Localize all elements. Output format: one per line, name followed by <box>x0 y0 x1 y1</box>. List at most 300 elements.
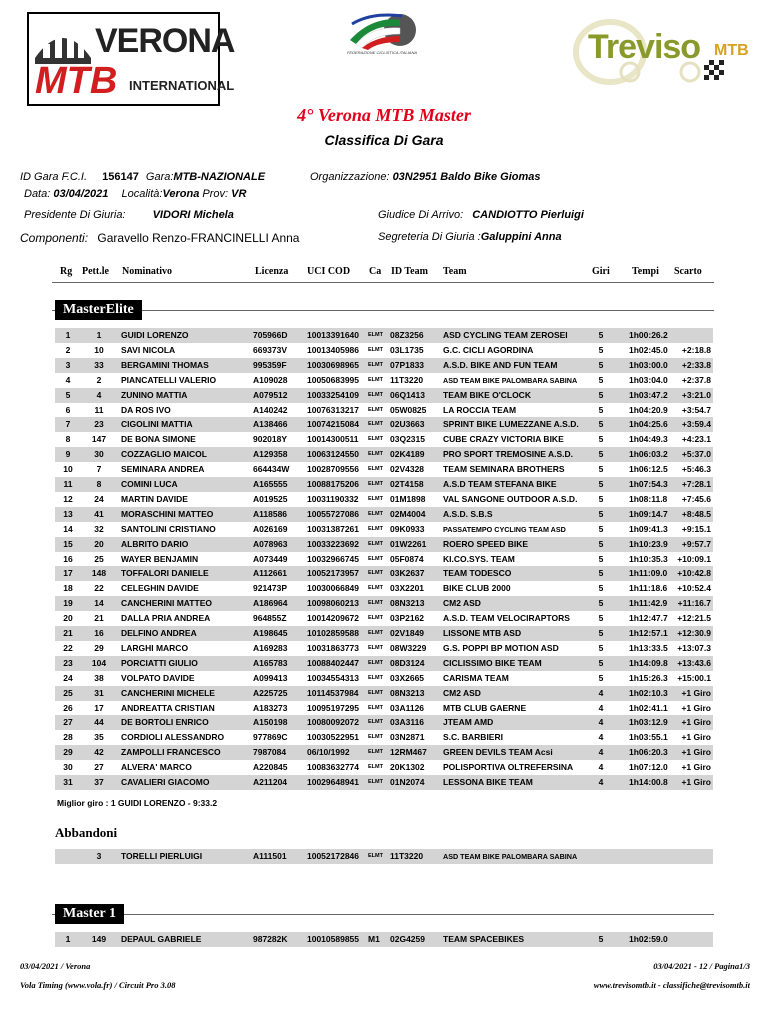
cell-laps: 5 <box>598 672 604 683</box>
cell-team: S.C. BARBIERI <box>443 732 503 743</box>
cell-bib: 25 <box>94 553 104 564</box>
prov-label: Prov: <box>202 188 229 200</box>
id-gara-label: ID Gara F.C.I. <box>20 171 88 183</box>
table-row <box>55 596 713 611</box>
table-row <box>55 477 713 492</box>
cell-gap: +7:45.6 <box>681 493 711 504</box>
section-title-abbandoni: Abbandoni <box>55 825 118 840</box>
cell-laps: 5 <box>598 464 604 475</box>
cell-time: 1h09:41.3 <box>629 523 668 534</box>
table-row <box>55 849 713 864</box>
table-row <box>55 566 713 581</box>
col-header-nominativo: Nominativo <box>122 266 172 277</box>
cell-category: ELMT <box>368 659 383 666</box>
cell-category: ELMT <box>368 644 383 651</box>
table-row <box>55 641 713 656</box>
cell-time: 1h02:41.1 <box>629 702 668 713</box>
organizzazione-value: 03N2951 Baldo Bike Giomas <box>392 171 541 183</box>
cell-license: A150198 <box>253 717 288 728</box>
cell-gap: +2:33.8 <box>681 359 711 370</box>
cell-name: WAYER BENJAMIN <box>121 553 199 564</box>
cell-uci-code: 10031863773 <box>307 642 360 653</box>
cell-time: 1h10:35.3 <box>629 553 668 564</box>
cell-name: MARTIN DAVIDE <box>121 493 188 504</box>
cell-category: ELMT <box>368 540 383 547</box>
page-subtitle: Classifica Di Gara <box>324 132 444 148</box>
cell-name: SANTOLINI CRISTIANO <box>121 523 216 534</box>
cell-team-id: 03K2637 <box>390 568 425 579</box>
cell-laps: 4 <box>598 762 604 773</box>
cell-laps: 4 <box>598 717 604 728</box>
cell-team: CUBE CRAZY VICTORIA BIKE <box>443 434 564 445</box>
cell-license: A225725 <box>253 687 288 698</box>
cell-name: CAVALIERI GIACOMO <box>121 777 210 787</box>
col-header-idteam: ID Team <box>391 266 428 277</box>
cell-category: ELMT <box>368 525 383 532</box>
treviso-mtb-word: MTB <box>714 42 749 59</box>
cell-category: ELMT <box>368 436 383 443</box>
cell-rank: 13 <box>63 508 73 519</box>
cell-team: A.S.D TEAM STEFANA BIKE <box>443 479 557 489</box>
segreteria-value: Galuppini Anna <box>480 231 562 243</box>
cell-laps: 4 <box>598 777 604 787</box>
table-row <box>55 373 713 388</box>
cell-uci-code: 10034554313 <box>307 672 360 683</box>
cell-name: BERGAMINI THOMAS <box>121 359 209 370</box>
cell-team: ASD TEAM BIKE PALOMBARA SABINA <box>443 375 578 385</box>
cell-time: 1h13:33.5 <box>629 642 668 653</box>
cell-team: A.S.D. BIKE AND FUN TEAM <box>443 359 558 370</box>
cell-category: ELMT <box>368 719 383 726</box>
cell-team: GREEN DEVILS TEAM Acsi <box>443 747 553 758</box>
cell-name: CELEGHIN DAVIDE <box>121 583 199 594</box>
cell-time: 1h06:12.5 <box>629 464 668 475</box>
cell-name: PIANCATELLI VALERIO <box>121 374 217 385</box>
cell-time: 1h11:42.9 <box>629 598 668 609</box>
cell-rank: 15 <box>63 538 73 549</box>
cell-bib: 21 <box>94 613 104 624</box>
cell-category: ELMT <box>368 376 383 383</box>
cell-gap: +1 Giro <box>681 747 711 758</box>
id-gara-value: 156147 <box>102 171 139 183</box>
cell-team: LA ROCCIA TEAM <box>443 404 517 415</box>
cell-bib: 22 <box>94 583 104 594</box>
cell-bib: 10 <box>94 344 104 355</box>
cell-rank: 23 <box>63 657 73 668</box>
table-row <box>55 730 713 745</box>
cell-license: A112661 <box>253 568 288 579</box>
page-title: 4° Verona MTB Master <box>297 105 471 125</box>
cell-license: A140242 <box>253 404 288 415</box>
cell-name: CIGOLINI MATTIA <box>121 419 193 430</box>
cell-team: CICLISSIMO BIKE TEAM <box>443 657 542 668</box>
mtb-logo-word: MTB <box>35 60 118 102</box>
cell-team: CM2 ASD <box>443 598 481 609</box>
cell-uci-code: 10030698965 <box>307 359 360 370</box>
cell-team-id: 03L1735 <box>390 344 424 355</box>
organizzazione-line <box>310 171 541 183</box>
cell-category: ELMT <box>368 749 383 756</box>
cell-laps: 5 <box>598 419 604 430</box>
table-row <box>55 328 713 343</box>
cell-time: 1h12:47.7 <box>629 613 668 624</box>
cell-gap: +11:16.7 <box>677 598 711 609</box>
cell-rank: 7 <box>65 419 71 430</box>
cell-uci-code: 10031387261 <box>307 523 360 534</box>
giudice-value: CANDIOTTO Pierluigi <box>472 209 584 221</box>
cell-team-id: 02G4259 <box>390 934 425 944</box>
cell-bib: 44 <box>94 717 104 728</box>
cell-gap: +3:59.4 <box>681 419 711 430</box>
header-divider <box>52 282 714 283</box>
cell-laps: 5 <box>598 613 604 624</box>
cell-uci-code: 10013391640 <box>307 330 360 340</box>
table-row <box>55 343 713 358</box>
cell-bib: 104 <box>91 657 107 668</box>
cell-name: SAVI NICOLA <box>121 344 176 355</box>
cell-time: 1h10:23.9 <box>629 538 668 549</box>
race-info-line-1 <box>20 171 265 183</box>
cell-name: LARGHI MARCO <box>121 642 189 653</box>
cell-uci-code: 10063124550 <box>307 449 360 460</box>
cell-name: COZZAGLIO MAICOL <box>121 449 207 460</box>
fci-emblem-icon <box>342 10 422 50</box>
presidente-value: VIDORI Michela <box>152 209 234 221</box>
cell-category: ELMT <box>368 570 383 577</box>
table-row <box>55 522 713 537</box>
cell-team-id: 01W2261 <box>390 538 427 549</box>
cell-license: 977869C <box>253 732 288 743</box>
cell-bib: 42 <box>94 747 104 758</box>
cell-license: A165783 <box>253 657 288 668</box>
table-row <box>55 388 713 403</box>
cell-bib: 4 <box>96 389 102 400</box>
table-row <box>55 686 713 701</box>
cell-category: ELMT <box>368 332 383 338</box>
data-value: 03/04/2021 <box>53 188 109 200</box>
cell-name: DEPAUL GABRIELE <box>121 934 202 944</box>
cell-team-id: 03A1126 <box>390 702 425 713</box>
cell-name: TOFFALORI DANIELE <box>121 568 209 579</box>
cell-team-id: 06Q1413 <box>390 389 425 400</box>
cell-team-id: 05F0874 <box>390 553 424 564</box>
cell-category: ELMT <box>368 466 383 473</box>
componenti-value: Garavello Renzo-FRANCINELLI Anna <box>97 231 300 245</box>
cell-gap: +1 Giro <box>681 717 711 728</box>
cell-uci-code: 10029648941 <box>307 777 360 787</box>
cell-time: 1h03:55.1 <box>629 732 668 743</box>
col-header-scarto: Scarto <box>674 266 702 277</box>
table-row <box>55 671 713 686</box>
cell-license: 7987084 <box>253 747 287 758</box>
cell-time: 1h07:54.3 <box>629 479 668 489</box>
cell-time: 1h04:20.9 <box>629 404 668 415</box>
cell-name: MORASCHINI MATTEO <box>121 508 214 519</box>
cell-rank: 11 <box>63 479 73 489</box>
cell-time: 1h09:14.7 <box>629 508 668 519</box>
cell-laps: 5 <box>598 359 604 370</box>
cell-rank: 18 <box>63 583 73 594</box>
cell-team-id: 09K0933 <box>390 523 425 534</box>
cell-team-id: 03N2871 <box>390 732 425 743</box>
cell-bib: 33 <box>94 359 104 370</box>
componenti-label: Componenti: <box>20 231 89 245</box>
col-header-tempi: Tempi <box>632 266 659 277</box>
cell-name: ANDREATTA CRISTIAN <box>121 702 215 713</box>
cell-name: VOLPATO DAVIDE <box>121 672 195 683</box>
cell-gap: +1 Giro <box>681 777 711 787</box>
cell-category: ELMT <box>368 764 383 771</box>
cell-uci-code: 06/10/1992 <box>307 747 350 758</box>
cell-bib: 147 <box>91 434 107 445</box>
cell-rank: 20 <box>63 613 73 624</box>
presidente-line <box>24 209 234 221</box>
cell-license: A165555 <box>253 479 288 489</box>
cell-license: A129358 <box>253 449 288 460</box>
cell-rank: 26 <box>63 702 73 713</box>
cell-team: LISSONE MTB ASD <box>443 628 522 638</box>
cell-time: 1h11:18.6 <box>629 583 668 594</box>
cell-bib: 1 <box>96 330 102 340</box>
cell-laps: 5 <box>598 642 604 653</box>
cell-category: ELMT <box>368 481 383 487</box>
cell-laps: 4 <box>598 702 604 713</box>
cell-name: SEMINARA ANDREA <box>121 464 205 475</box>
treviso-mtb-logo <box>570 12 756 92</box>
presidente-label: Presidente Di Giuria: <box>24 209 126 221</box>
cell-rank: 27 <box>63 717 73 728</box>
cell-bib: 30 <box>94 449 104 460</box>
cell-name: CORDIOLI ALESSANDRO <box>121 732 225 743</box>
cell-uci-code: 10080092072 <box>307 717 360 728</box>
cell-uci-code: 10098060213 <box>307 598 360 609</box>
cell-license: A211204 <box>253 777 288 787</box>
cell-team: A.S.D. TEAM VELOCIRAPTORS <box>443 613 570 624</box>
cell-name: GUIDI LORENZO <box>121 330 189 340</box>
cell-bib: 149 <box>91 934 107 944</box>
cell-laps: 5 <box>598 523 604 534</box>
international-logo-word: INTERNATIONAL <box>129 78 235 93</box>
giudice-label: Giudice Di Arrivo: <box>378 209 464 221</box>
cell-gap: +12:21.5 <box>677 613 711 624</box>
cell-team-id: 02V1849 <box>390 628 425 638</box>
cell-time: 1h03:47.2 <box>629 389 668 400</box>
cell-team-id: 02U3663 <box>390 419 425 430</box>
cell-license: A109028 <box>253 374 288 385</box>
cell-team: ASD CYCLING TEAM ZEROSEI <box>443 330 568 340</box>
cell-time: 1h04:49.3 <box>629 434 668 445</box>
cell-uci-code: 10102859588 <box>307 628 360 638</box>
cell-uci-code: 10031190332 <box>307 493 359 504</box>
cell-category: ELMT <box>368 600 383 607</box>
cell-name: PORCIATTI GIULIO <box>121 657 198 668</box>
table-row <box>55 775 713 790</box>
cell-team: TEAM SPACEBIKES <box>443 934 525 944</box>
cell-license: A220845 <box>253 762 288 773</box>
col-header-licenza: Licenza <box>255 266 289 277</box>
footer-page-info: 03/04/2021 - 12 / Pagina1/3 <box>653 961 750 971</box>
cell-team: A.S.D. S.B.S <box>443 508 493 519</box>
data-label: Data: <box>24 188 51 200</box>
col-header-giri: Giri <box>592 266 610 277</box>
cell-uci-code: 10052173957 <box>307 568 360 579</box>
cell-license: 964855Z <box>253 613 287 624</box>
cell-team-id: 07P1833 <box>390 359 425 370</box>
cell-category: ELMT <box>368 421 383 428</box>
cell-team-id: 03X2665 <box>390 672 425 683</box>
cell-gap: +8:48.5 <box>681 508 711 519</box>
col-header-cat: Ca <box>369 266 382 277</box>
cell-team: SPRINT BIKE LUMEZZANE A.S.D. <box>443 419 579 430</box>
cell-license: A111501 <box>253 851 287 861</box>
cell-gap: +2:18.8 <box>681 344 711 355</box>
col-header-rg: Rg <box>60 266 73 277</box>
componenti-line <box>20 231 299 245</box>
cell-uci-code: 10052172846 <box>307 851 360 861</box>
cell-bib: 7 <box>96 464 102 475</box>
cell-laps: 5 <box>598 493 604 504</box>
cell-gap: +13:43.6 <box>677 657 711 668</box>
cell-name: ZUNINO MATTIA <box>121 389 188 400</box>
cell-uci-code: 10088402447 <box>307 657 360 668</box>
cell-team-id: 05W0825 <box>390 404 427 415</box>
cell-team: KI.CO.SYS. TEAM <box>443 553 515 564</box>
cell-time: 1h14:00.8 <box>629 777 668 787</box>
cell-uci-code: 10010589855 <box>307 934 360 944</box>
section-divider <box>52 914 714 915</box>
cell-uci-code: 10050683995 <box>307 374 360 385</box>
cell-time: 1h02:45.0 <box>629 344 668 355</box>
cell-license: A198645 <box>253 628 288 638</box>
cell-team: TEAM TODESCO <box>443 568 512 579</box>
cell-team: PRO SPORT TREMOSINE A.S.D. <box>443 449 574 460</box>
cell-license: A099413 <box>253 672 288 683</box>
cell-gap: +10:52.4 <box>677 583 711 594</box>
cell-gap: +1 Giro <box>681 702 711 713</box>
cell-uci-code: 10014209672 <box>307 613 360 624</box>
verona-logo-word: VERONA <box>95 22 235 60</box>
cell-license: A073449 <box>253 553 288 564</box>
cell-rank: 2 <box>65 344 71 355</box>
table-row <box>55 358 713 373</box>
footer-date-place: 03/04/2021 / Verona <box>20 961 91 971</box>
cell-time: 1h12:57.1 <box>629 628 668 638</box>
cell-team-id: 11T3220 <box>390 851 424 861</box>
cell-laps: 5 <box>598 538 604 549</box>
table-row <box>55 432 713 447</box>
cell-bib: 35 <box>94 732 104 743</box>
footer-website: www.trevisomtb.it - classifiche@trevisomtb.it <box>593 980 750 990</box>
segreteria-line <box>378 231 562 243</box>
cell-rank: 30 <box>63 762 73 773</box>
cell-uci-code: 10074215084 <box>307 419 360 430</box>
cell-team-id: 08D3124 <box>390 657 425 668</box>
cell-name: DELFINO ANDREA <box>121 628 197 638</box>
cell-category: ELMT <box>368 704 383 711</box>
cell-gap: +9:15.1 <box>681 523 711 534</box>
cell-team: MTB CLUB GAERNE <box>443 702 527 713</box>
cell-team: BIKE CLUB 2000 <box>443 583 511 594</box>
cell-team: POLISPORTIVA OLTREFERSINA <box>443 762 574 773</box>
cell-gap: +3:21.0 <box>681 389 711 400</box>
footer-timing: Vola Timing (www.vola.fr) / Circuit Pro 3.08 <box>20 980 176 990</box>
cell-rank: 5 <box>65 389 71 400</box>
cell-laps: 5 <box>598 568 604 579</box>
cell-team-id: 08N3213 <box>390 598 425 609</box>
cell-bib: 148 <box>91 568 107 579</box>
cell-category: ELMT <box>368 555 383 562</box>
cell-time: 1h14:09.8 <box>629 657 668 668</box>
section-title-masterelite: MasterElite <box>55 300 142 320</box>
table-row <box>55 656 713 671</box>
cell-gap: +13:07.3 <box>677 642 711 653</box>
cell-name: TORELLI PIERLUIGI <box>121 851 203 861</box>
localita-label: Località: <box>121 188 163 200</box>
cell-team-id: 03X2201 <box>390 583 425 594</box>
cell-category: ELMT <box>368 361 383 368</box>
cell-uci-code: 10013405986 <box>307 344 360 355</box>
cell-team-id: 03P2162 <box>390 613 425 624</box>
cell-name: COMINI LUCA <box>121 479 178 489</box>
table-row <box>55 701 713 716</box>
verona-mtb-logo <box>27 12 235 106</box>
cell-team-id: 03A3116 <box>390 717 425 728</box>
cell-team-id: 01N2074 <box>390 777 425 787</box>
table-row <box>55 715 713 730</box>
cell-license: A079512 <box>253 389 288 400</box>
cell-rank: 31 <box>63 777 73 787</box>
section-divider <box>52 310 714 311</box>
cell-category: ELMT <box>368 734 383 741</box>
cell-bib: 2 <box>96 374 102 385</box>
cell-license: 995359F <box>253 359 287 370</box>
cell-name: DE BONA SIMONE <box>121 434 196 445</box>
cell-team: CM2 ASD <box>443 687 481 698</box>
localita-value: Verona <box>162 188 200 200</box>
cell-rank: 25 <box>63 687 73 698</box>
cell-laps: 5 <box>598 389 604 400</box>
cell-team-id: 02T4158 <box>390 479 424 489</box>
cell-category: ELMT <box>368 630 383 636</box>
cell-license: 902018Y <box>253 434 288 445</box>
cell-rank: 10 <box>63 464 73 475</box>
cell-time: 1h06:03.2 <box>629 449 668 460</box>
cell-team: PASSATEMPO CYCLING TEAM ASD <box>443 524 566 534</box>
cell-name: CANCHERINI MICHELE <box>121 687 215 698</box>
cell-license: 987282K <box>253 934 288 944</box>
cell-name: ZAMPOLLI FRANCESCO <box>121 747 221 758</box>
cell-bib: 31 <box>94 687 104 698</box>
table-row <box>55 403 713 418</box>
cell-bib: 17 <box>94 702 104 713</box>
cell-category: ELMT <box>368 391 383 398</box>
cell-gap: +9:57.7 <box>681 538 711 549</box>
cell-laps: 4 <box>598 732 604 743</box>
cell-uci-code: 10114537984 <box>307 687 359 698</box>
cell-laps: 5 <box>598 508 604 519</box>
cell-bib: 8 <box>96 479 102 489</box>
cell-rank: 1 <box>65 934 71 944</box>
cell-laps: 5 <box>598 344 604 355</box>
table-row <box>55 507 713 522</box>
cell-rank: 28 <box>63 732 73 743</box>
cell-gap: +1 Giro <box>681 762 711 773</box>
fci-logo <box>342 10 422 62</box>
cell-bib: 38 <box>94 672 104 683</box>
cell-laps: 4 <box>598 747 604 758</box>
cell-license: A026169 <box>253 523 288 534</box>
fci-logo-text: FEDERAZIONE CICLISTICA ITALIANA <box>346 50 417 55</box>
